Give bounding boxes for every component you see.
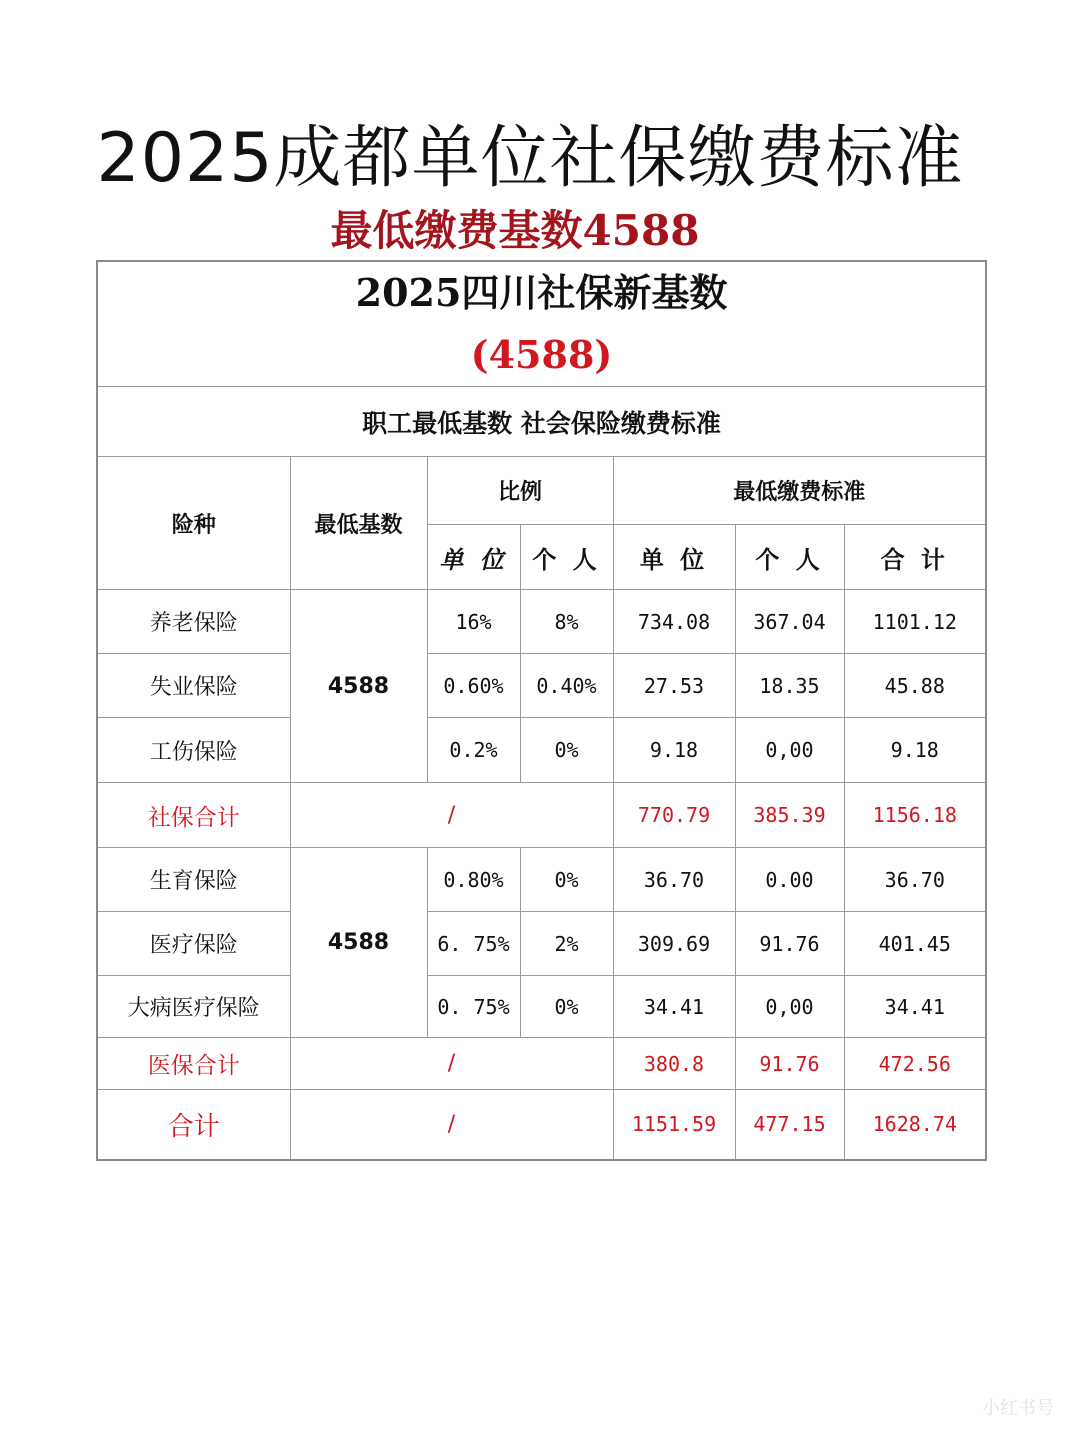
unit-amount: 34.41 xyxy=(613,976,735,1038)
header-min-standard: 最低缴费标准 xyxy=(613,457,986,525)
header-std-unit: 单 位 xyxy=(613,525,735,590)
table-heading: 2025四川社保新基数 xyxy=(355,270,728,315)
subtotal-unit-amount: 380.8 xyxy=(613,1038,735,1090)
subtotal-personal-amount: 385.39 xyxy=(735,783,844,848)
unit-amount: 27.53 xyxy=(613,654,735,718)
personal-amount: 18.35 xyxy=(735,654,844,718)
page-title: 2025成都单位社保缴费标准 xyxy=(96,119,964,198)
row-total: 9.18 xyxy=(844,718,986,783)
grand-total-row xyxy=(97,1090,986,1160)
group1-base: 4588 xyxy=(290,590,427,783)
subtotal-unit-amount: 770.79 xyxy=(613,783,735,848)
row-name: 失业保险 xyxy=(97,654,290,718)
personal-amount: 91.76 xyxy=(735,912,844,976)
row-total: 1101.12 xyxy=(844,590,986,654)
grand-total-name: 合计 xyxy=(97,1090,290,1160)
row-total: 401.45 xyxy=(844,912,986,976)
personal-amount: 0,00 xyxy=(735,976,844,1038)
grand-total-total: 1628.74 xyxy=(844,1090,986,1160)
unit-rate: 0. 75% xyxy=(427,976,520,1038)
table-row xyxy=(97,976,986,1038)
subtotal-personal-amount: 91.76 xyxy=(735,1038,844,1090)
section-title: 职工最低基数 社会保险缴费标准 xyxy=(97,387,986,457)
row-total: 36.70 xyxy=(844,848,986,912)
personal-rate: 2% xyxy=(520,912,613,976)
personal-amount: 0.00 xyxy=(735,848,844,912)
watermark: 小红书号 xyxy=(982,1398,1054,1419)
header-std-personal: 个 人 xyxy=(735,525,844,590)
unit-rate: 0.2% xyxy=(427,718,520,783)
unit-amount: 734.08 xyxy=(613,590,735,654)
row-name: 医疗保险 xyxy=(97,912,290,976)
table-row xyxy=(97,912,986,976)
unit-rate: 16% xyxy=(427,590,520,654)
table-heading-cell xyxy=(97,261,986,387)
insurance-table xyxy=(96,260,987,1161)
subtotal-slash: / xyxy=(290,783,613,848)
header-ratio-personal: 个 人 xyxy=(520,525,613,590)
personal-rate: 0% xyxy=(520,718,613,783)
unit-rate: 0.80% xyxy=(427,848,520,912)
personal-rate: 0% xyxy=(520,976,613,1038)
header-ratio: 比例 xyxy=(427,457,613,525)
table-heading-value: (4588) xyxy=(470,332,613,377)
unit-amount: 36.70 xyxy=(613,848,735,912)
unit-rate: 0.60% xyxy=(427,654,520,718)
row-total: 45.88 xyxy=(844,654,986,718)
table-row xyxy=(97,654,986,718)
subtotal-total: 472.56 xyxy=(844,1038,986,1090)
subtotal-name: 社保合计 xyxy=(97,783,290,848)
subtotal-slash: / xyxy=(290,1038,613,1090)
header-std-total: 合 计 xyxy=(844,525,986,590)
unit-amount: 9.18 xyxy=(613,718,735,783)
unit-rate: 6. 75% xyxy=(427,912,520,976)
table-row xyxy=(97,718,986,783)
header-ratio-unit: 单 位 xyxy=(427,525,520,590)
personal-rate: 0.40% xyxy=(520,654,613,718)
personal-amount: 367.04 xyxy=(735,590,844,654)
row-name: 大病医疗保险 xyxy=(97,976,290,1038)
personal-rate: 8% xyxy=(520,590,613,654)
personal-rate: 0% xyxy=(520,848,613,912)
row-name: 养老保险 xyxy=(97,590,290,654)
header-type: 险种 xyxy=(97,457,290,590)
subtotal-row-social xyxy=(97,783,986,848)
subtotal-row-medical xyxy=(97,1038,986,1090)
row-name: 工伤保险 xyxy=(97,718,290,783)
row-name: 生育保险 xyxy=(97,848,290,912)
table-row xyxy=(97,590,986,654)
subtotal-total: 1156.18 xyxy=(844,783,986,848)
group2-base: 4588 xyxy=(290,848,427,1038)
grand-total-personal-amount: 477.15 xyxy=(735,1090,844,1160)
page-subtitle: 最低缴费基数4588 xyxy=(330,206,700,255)
header-base: 最低基数 xyxy=(290,457,427,590)
subtotal-name: 医保合计 xyxy=(97,1038,290,1090)
row-total: 34.41 xyxy=(844,976,986,1038)
grand-total-unit-amount: 1151.59 xyxy=(613,1090,735,1160)
personal-amount: 0,00 xyxy=(735,718,844,783)
table-row xyxy=(97,848,986,912)
unit-amount: 309.69 xyxy=(613,912,735,976)
grand-total-slash: / xyxy=(290,1090,613,1160)
